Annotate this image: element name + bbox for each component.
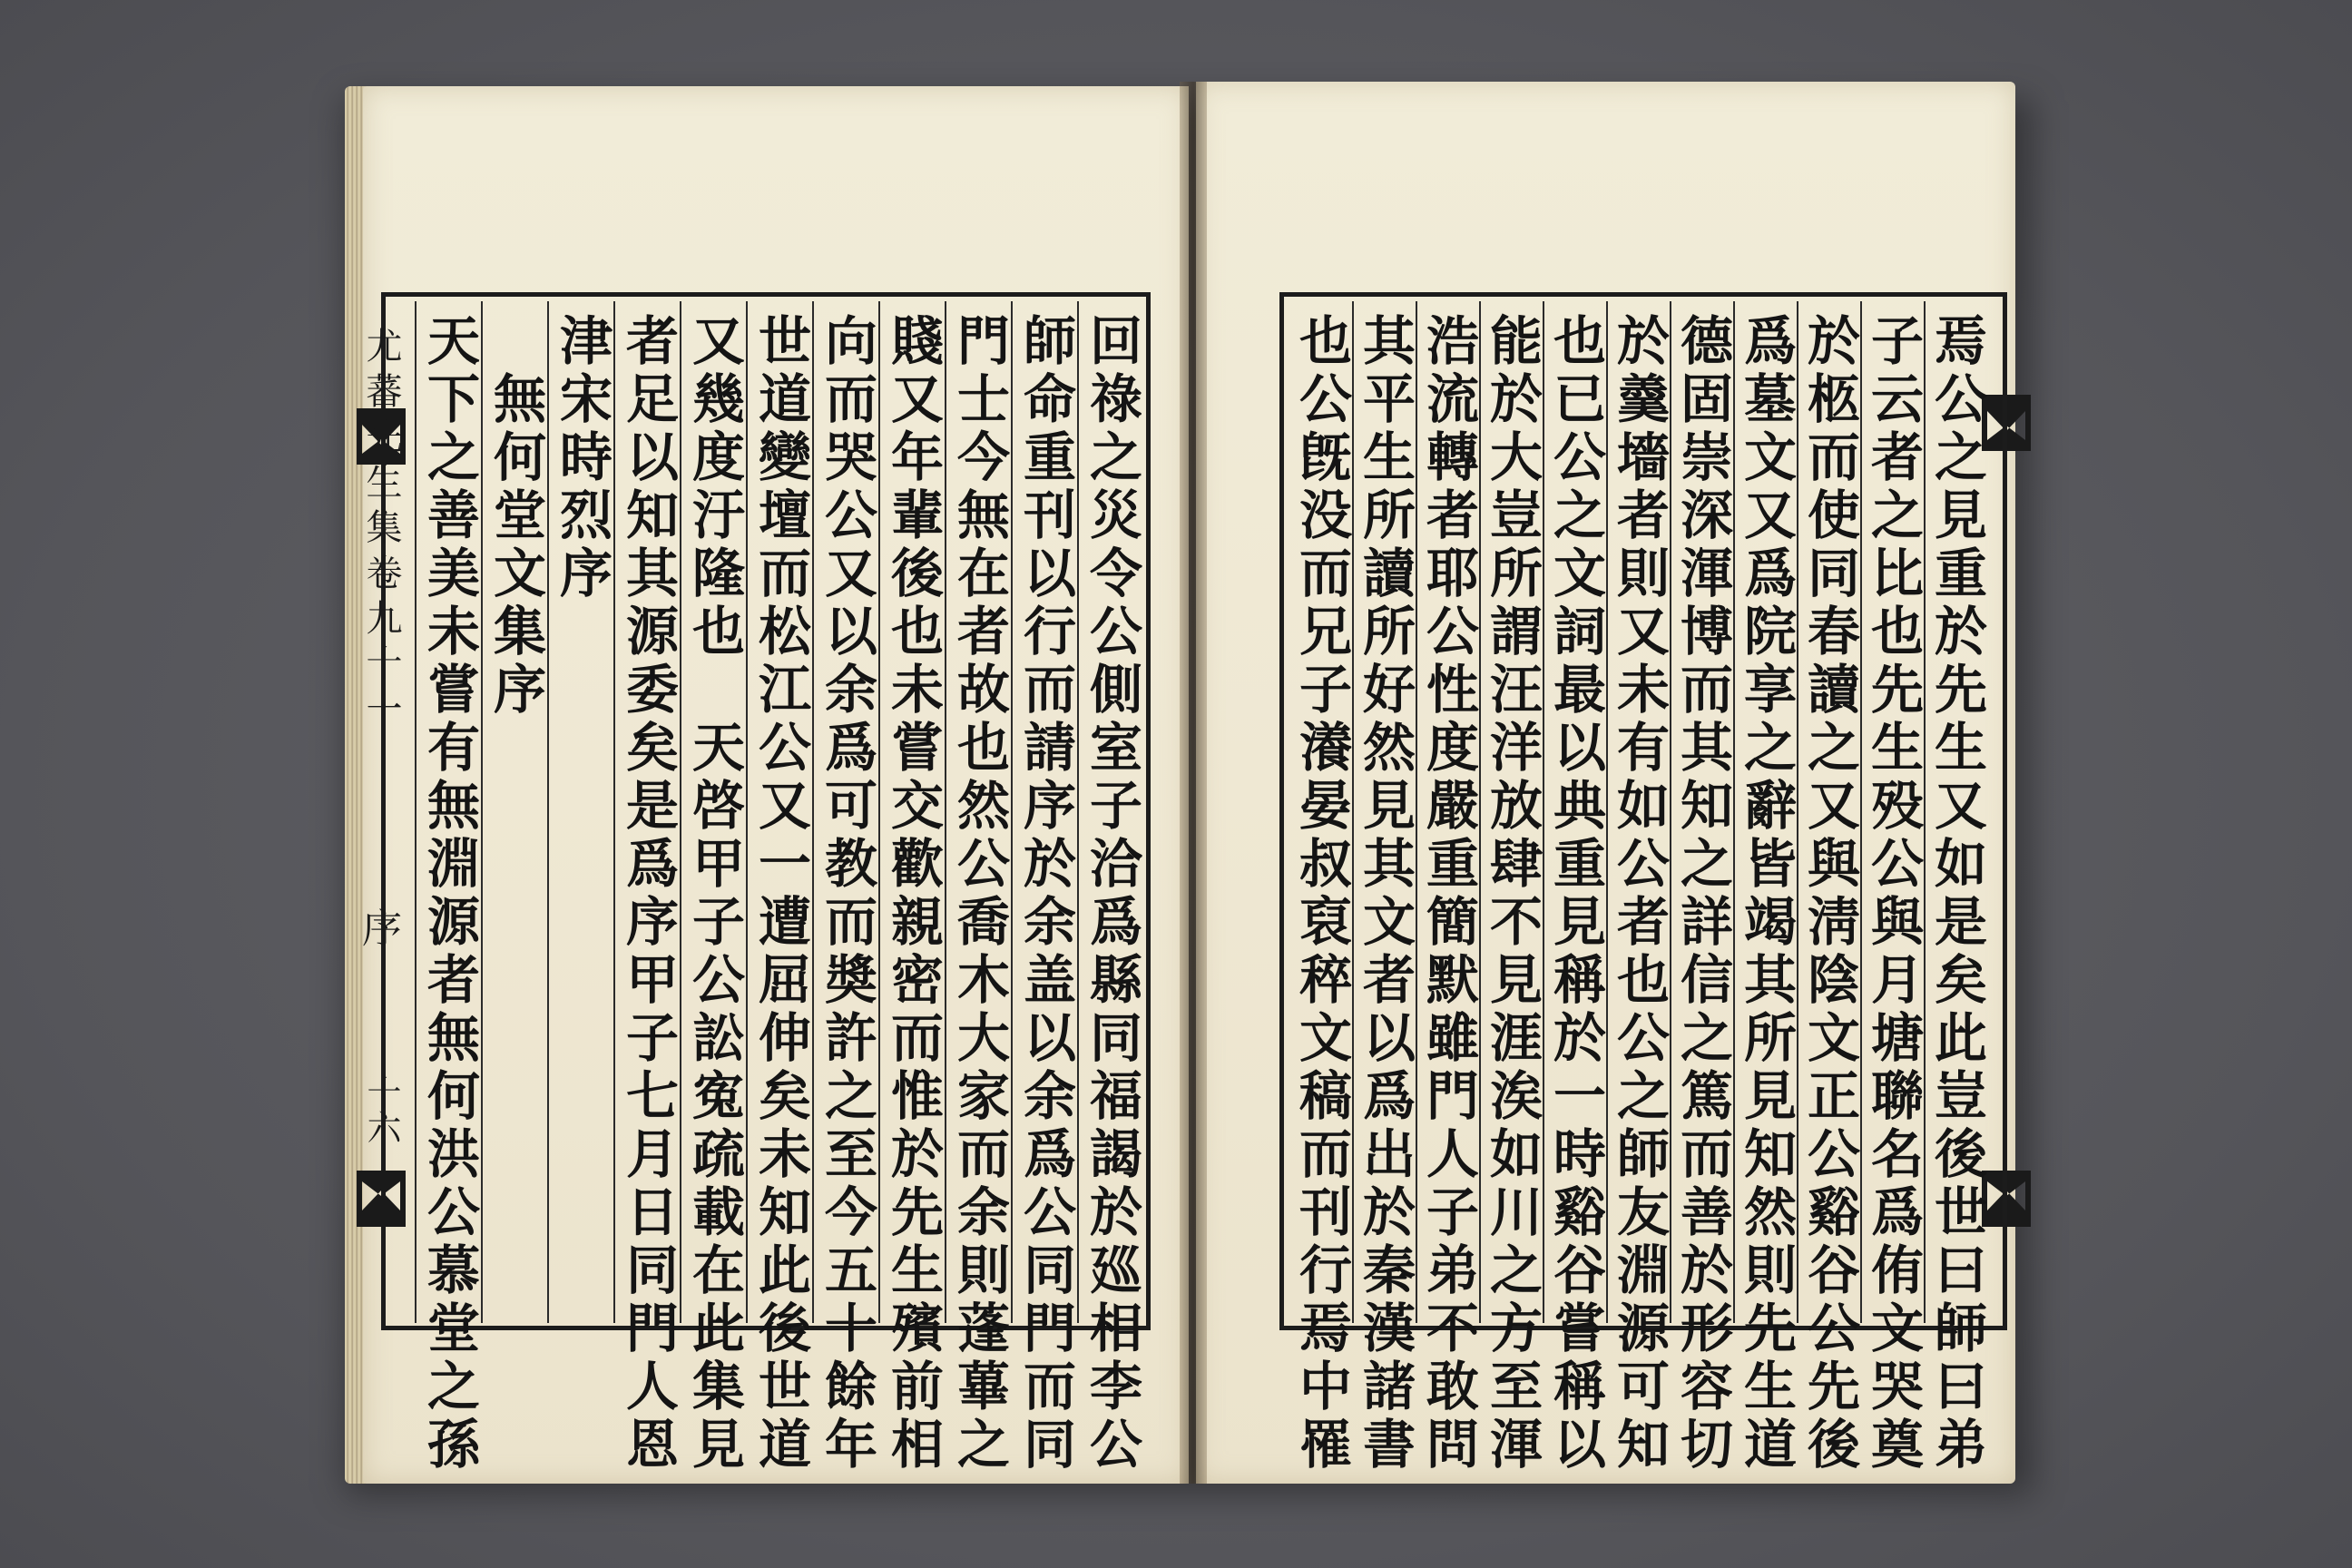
right-text-column: 於羹墻者則又未有如公者也公之師友淵源可知 xyxy=(1608,313,1670,1475)
column-rule xyxy=(415,301,416,1323)
left-text-column: 回祿之災令公側室子洽爲縣同福謁於廵相李公 xyxy=(1081,313,1142,1475)
left-text-column: 者足以知其源委矣是爲序甲子七月日同門人恩 xyxy=(617,313,679,1475)
left-text-column: 無何堂文集序 xyxy=(485,313,546,720)
right-text-column: 浩流轉者耶公性度嚴重簡默雖門人子弟不敢問 xyxy=(1417,313,1479,1475)
left-text-column: 門士今無在者故也然公喬木大家而余則蓬蓽之 xyxy=(948,313,1010,1475)
right-text-column: 德固崇深渾博而其知之詳信之篤而善於形容切 xyxy=(1671,313,1733,1475)
right-text-column: 也公旣没而兄子瀁晏叔裒稡文稿而刊行焉中罹 xyxy=(1290,313,1352,1475)
column-rule xyxy=(812,301,814,1323)
left-text-column: 津宋時烈序 xyxy=(551,313,612,603)
book-gutter xyxy=(1180,82,1207,1484)
column-rule xyxy=(1011,301,1013,1323)
left-text-column: 世道變壇而松江公又一遭屈伸矣未知此後世道 xyxy=(750,313,811,1475)
column-rule xyxy=(878,301,880,1323)
center-margin-page-number: 十六 xyxy=(361,1075,401,1144)
left-text-column: 向而哭公又以余爲可教而奬許之至今五十餘年 xyxy=(816,313,877,1475)
column-rule xyxy=(1077,301,1079,1323)
right-text-column: 焉公之見重於先生又如是矣此豈後世曰師曰弟 xyxy=(1926,313,1987,1475)
right-text-column: 爲墓文又爲院享之辭皆竭其所見知然則先生道 xyxy=(1735,313,1797,1475)
right-text-column: 也已公之文詞最以典重見稱於一時谿谷嘗稱以 xyxy=(1544,313,1606,1475)
right-text-column: 其平生所讀所好然見其文者以爲出於秦漢諸書 xyxy=(1354,313,1416,1475)
column-rule xyxy=(680,301,681,1323)
left-text-column: 賤又年輩後也未嘗交歡親密而惟於先生殯前相 xyxy=(882,313,944,1475)
left-text-column: 又幾度汙隆也 天啓甲子公訟寃疏載在此集見 xyxy=(683,313,745,1475)
left-text-column: 師命重刊以行而請序於余盖以余爲公同門而同 xyxy=(1014,313,1076,1475)
column-rule xyxy=(746,301,748,1323)
right-text-column: 於柩而使同春讀之又與淸陰文正公谿谷公先後 xyxy=(1798,313,1860,1475)
column-rule xyxy=(481,301,483,1323)
right-text-column: 子云者之比也先生殁公與月塘聯名爲侑文哭奠 xyxy=(1862,313,1924,1475)
column-rule xyxy=(945,301,946,1323)
right-text-column: 能於大豈所謂汪洋放肆不見涯涘如川之方至渾 xyxy=(1481,313,1543,1475)
left-text-column: 天下之善美未嘗有無淵源者無何洪公慕堂之孫 xyxy=(418,313,480,1475)
center-margin-title: 尤蕃先生集卷九十一 xyxy=(360,327,402,735)
column-rule xyxy=(547,301,549,1323)
center-margin-section: 序 xyxy=(355,907,401,947)
column-rule xyxy=(613,301,615,1323)
